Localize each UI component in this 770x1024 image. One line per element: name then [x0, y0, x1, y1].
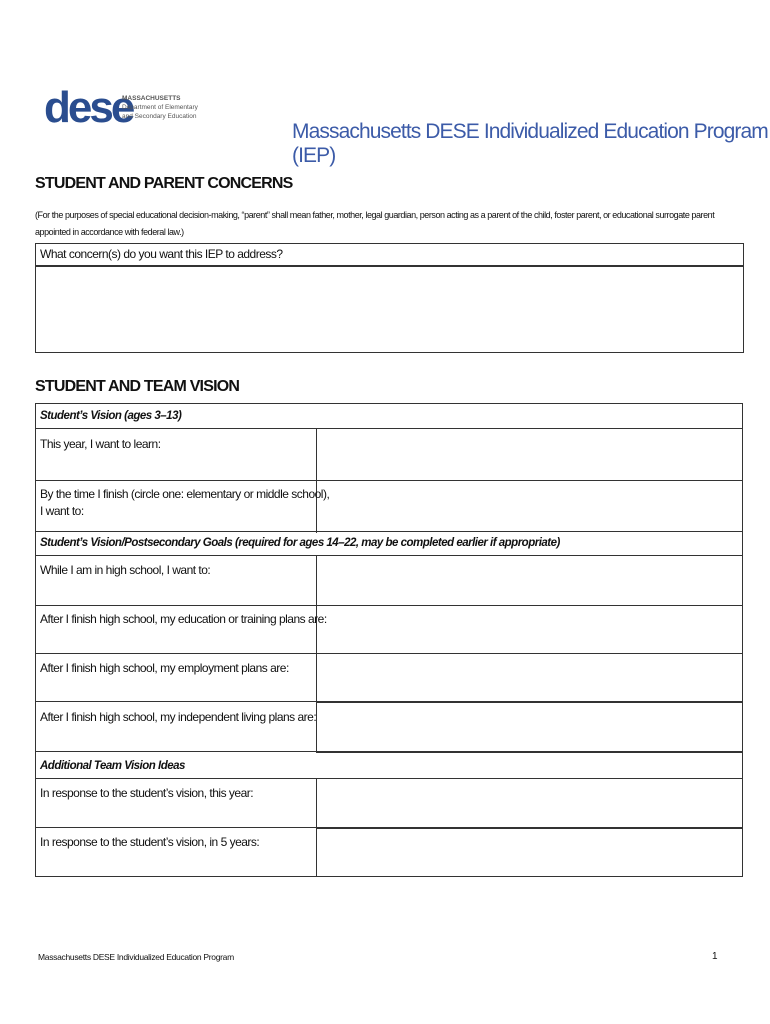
answer-field-employment[interactable]: [316, 653, 743, 703]
answer-field-learn[interactable]: [316, 428, 743, 481]
answer-field-by-time[interactable]: [316, 480, 743, 533]
concerns-answer-field[interactable]: [35, 265, 744, 353]
vision-heading: STUDENT AND TEAM VISION: [35, 378, 240, 395]
dese-logo: [44, 83, 204, 132]
concerns-question: What concern(s) do you want this IEP to address?: [40, 247, 283, 261]
question-high-school: While I am in high school, I want to:: [40, 563, 211, 577]
question-5-years: In response to the student’s vision, in 5 years:: [40, 835, 260, 849]
page-number: 1: [712, 951, 718, 962]
answer-field-high-school[interactable]: [316, 555, 743, 606]
question-by-time: By the time I finish (circle one: elementary or middle school), I want to:: [40, 487, 330, 518]
answer-field-this-year[interactable]: [316, 778, 743, 829]
logo-subtitle: MASSACHUSETTS Department of Elementary and Secondary Education: [122, 95, 198, 120]
question-employment: After I finish high school, my employment plans are:: [40, 661, 289, 675]
answer-field-5-years[interactable]: [316, 828, 743, 877]
question-education: After I finish high school, my education or training plans are:: [40, 612, 327, 626]
logo-word: dese: [44, 83, 133, 132]
document-title: Massachusetts DESE Individualized Education Program (IEP): [292, 120, 768, 167]
concerns-heading: STUDENT AND PARENT CONCERNS: [35, 175, 293, 192]
question-learn: This year, I want to learn:: [40, 437, 161, 451]
question-this-year: In response to the student’s vision, this year:: [40, 786, 254, 800]
section-postsecondary: Student’s Vision/Postsecondary Goals (required for ages 14–22, may be completed earlier if appropriate): [40, 537, 560, 549]
section-additional: Additional Team Vision Ideas: [40, 760, 185, 772]
parent-definition-note: (For the purposes of special educational decision-making, “parent” shall mean father, mother, legal guardian, person acting as a parent of the child, foster parent, or educational surrogate parent appointed in accordance with federal law.): [35, 210, 715, 237]
question-living: After I finish high school, my independent living plans are:: [40, 710, 317, 724]
footer-text: Massachusetts DESE Individualized Education Program: [38, 952, 234, 962]
answer-field-living[interactable]: [316, 702, 743, 753]
section-students-vision: Student’s Vision (ages 3–13): [40, 410, 182, 422]
answer-field-education[interactable]: [316, 605, 743, 654]
